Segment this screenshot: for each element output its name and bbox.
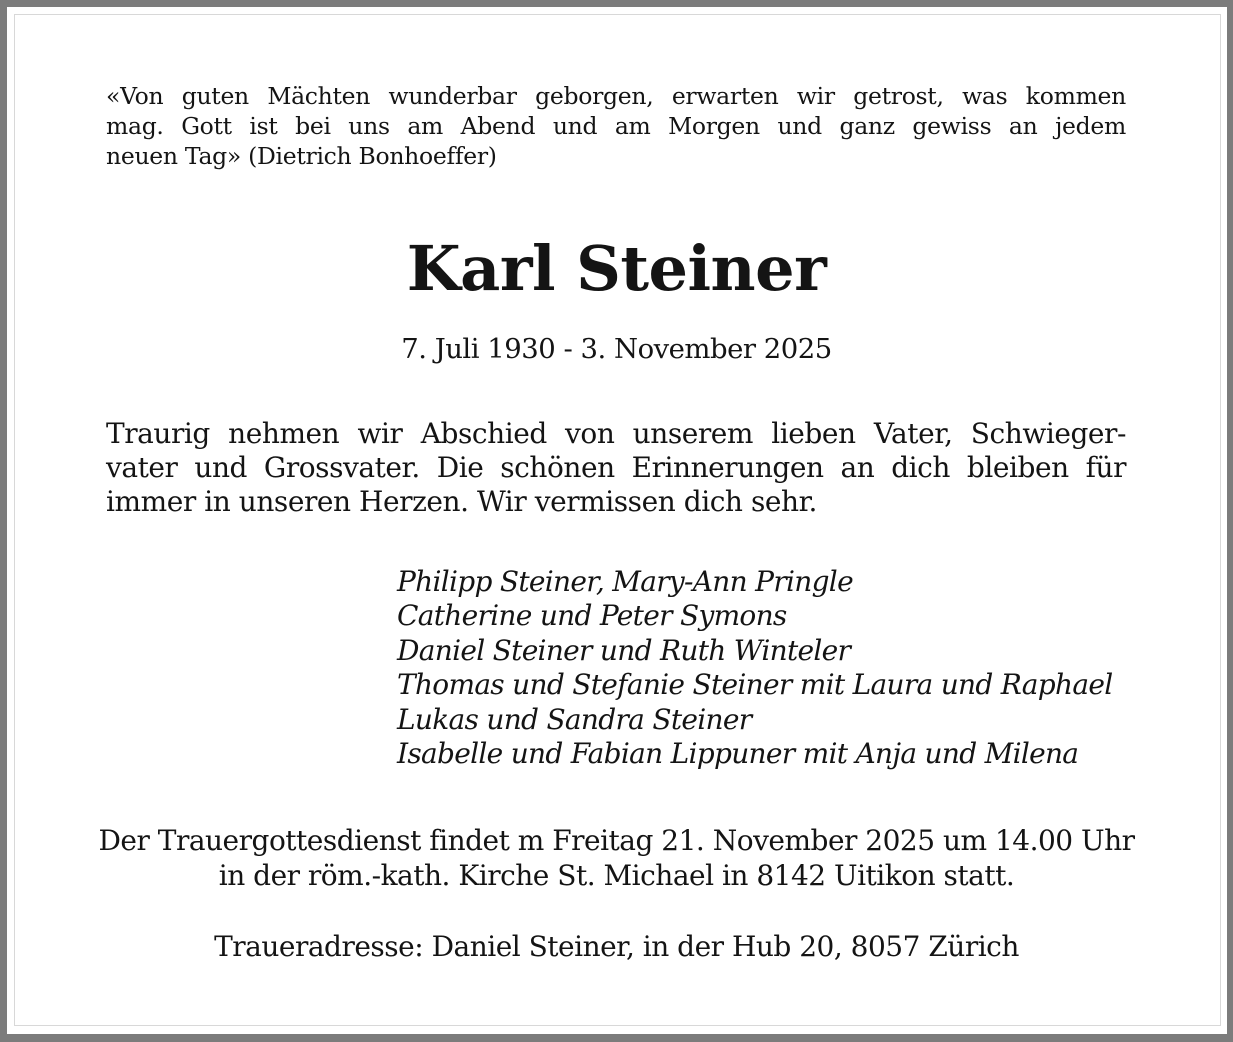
signatory-4: Thomas und Stefanie Steiner mit Laura und Raphael bbox=[397, 668, 1113, 701]
life-dates: 7. Juli 1930 - 3. November 2025 bbox=[401, 333, 832, 365]
signatory-5: Lukas und Sandra Steiner bbox=[397, 703, 752, 736]
service-line-1: Der Trauergottesdienst findet m Freitag 21. November 2025 um 14.00 Uhr bbox=[98, 824, 1135, 857]
message-line-1: Traurig nehmen wir Abschied von unserem lieben Vater, Schwieger- bbox=[106, 417, 1126, 450]
signatory-6: Isabelle und Fabian Lippuner mit Anja und Milena bbox=[397, 737, 1079, 770]
signatory-2: Catherine und Peter Symons bbox=[397, 599, 787, 632]
quote-line-2: mag. Gott ist bei uns am Abend und am Morgen und ganz gewiss an jedem bbox=[106, 112, 1126, 140]
message-line-2: vater und Grossvater. Die schönen Erinnerungen an dich bleiben für bbox=[106, 451, 1126, 484]
mourning-address: Traueradresse: Daniel Steiner, in der Hub 20, 8057 Zürich bbox=[214, 930, 1019, 963]
service-line-2: in der röm.-kath. Kirche St. Michael in 8142 Uitikon statt. bbox=[218, 859, 1015, 892]
deceased-name: Karl Steiner bbox=[406, 232, 827, 305]
signatory-3: Daniel Steiner und Ruth Winteler bbox=[397, 634, 851, 667]
message-line-3: immer in unseren Herzen. Wir vermissen dich sehr. bbox=[106, 485, 817, 518]
quote-line-3: neuen Tag» (Dietrich Bonhoeffer) bbox=[106, 142, 497, 170]
signatory-1: Philipp Steiner, Mary-Ann Pringle bbox=[397, 565, 853, 598]
quote-line-1: «Von guten Mächten wunderbar geborgen, erwarten wir getrost, was kommen bbox=[106, 82, 1126, 110]
